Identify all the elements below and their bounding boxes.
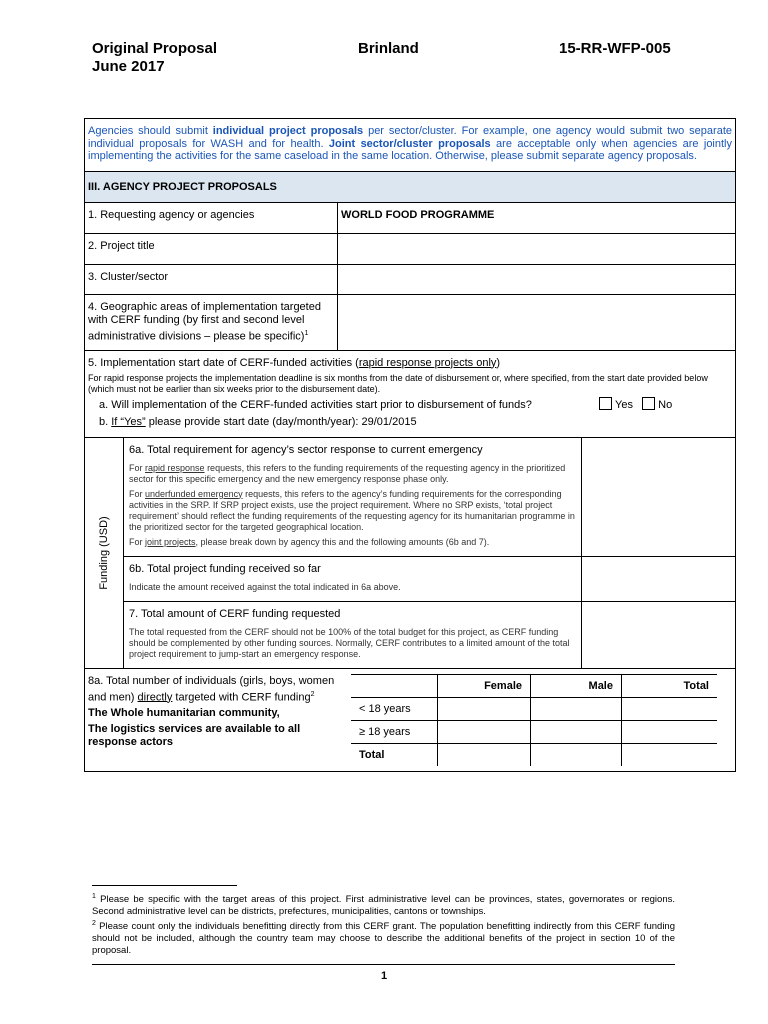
agency-value[interactable]: WORLD FOOD PROGRAMME <box>341 208 495 221</box>
footnote-2: $^2$ Please count only the individuals benefitting directly from this CERF grant. The population benefitting indirectly from this CERF funding should not be included, although the country team may choose to describe the additional benefits of the project in section 10 of the proposal. <box>92 920 675 957</box>
col-female: Female <box>438 674 531 697</box>
project-code: 15-RR-WFP-005 <box>559 40 671 57</box>
country-name: Brinland <box>358 40 419 57</box>
male-under-18[interactable] <box>531 697 622 720</box>
agency-label: 1. Requesting agency or agencies <box>85 203 338 233</box>
row-over-18: ≥ 18 years <box>351 720 438 743</box>
targets-label: 8a. Total number of individuals (girls, boys, women and men) directly targeted with CERF funding$^2$ The Whole humanitarian community, The logistics services are available to all response actors <box>85 669 347 771</box>
male-over-18[interactable] <box>531 720 622 743</box>
intro-text: Agencies should submit individual project proposals per sector/cluster. For example, one agency would submit two separate individual proposals for WASH and for health. Joint sector/cluster proposals are acceptable only when agencies are jointly implementing the activities for the same caseload in the same location. Otherwise, please submit separate agency proposals. <box>85 119 735 172</box>
project-title-field[interactable] <box>338 234 735 264</box>
total-over-18[interactable] <box>622 720 718 743</box>
row-cluster-sector <box>85 265 735 295</box>
table-row <box>351 720 717 743</box>
yes-no-options <box>599 397 672 414</box>
funding-received-desc: 6b. Total project funding received so far Indicate the amount received against the total indicated in 6a above. <box>124 557 582 601</box>
total-requirement-field[interactable] <box>582 438 735 556</box>
question-a: a. Will implementation of the CERF-funded activities start prior to disbursement of funds? Yes No <box>88 397 732 414</box>
row-total: Total <box>351 743 438 766</box>
table-row <box>351 743 717 766</box>
footnote-1: $^1$ Please be specific with the target areas of this project. First administrative level can be provinces, states, governorates or regions. Second administrative level can be districts, prefectures, municipalities, cantons or townships. <box>92 893 675 918</box>
footer-rule <box>92 964 675 965</box>
row-7 <box>124 602 735 668</box>
project-title-label: 2. Project title <box>85 234 338 264</box>
no-checkbox[interactable] <box>642 397 655 410</box>
female-over-18[interactable] <box>438 720 531 743</box>
grand-total[interactable] <box>622 743 718 766</box>
row-requesting-agency <box>85 203 735 234</box>
targets-note-2: The logistics services are available to all response actors <box>88 723 301 749</box>
proposal-form <box>84 118 736 772</box>
col-total: Total <box>622 674 718 697</box>
footnote-separator <box>92 885 237 886</box>
targets-table-wrap <box>347 669 735 771</box>
funding-rows <box>124 438 735 668</box>
geo-field[interactable] <box>338 295 735 350</box>
yes-checkbox[interactable] <box>599 397 612 410</box>
footnotes <box>92 891 675 957</box>
table-header-row <box>351 674 717 697</box>
question-b: b. If “Yes” please provide start date (day/month/year): 29/01/2015 <box>99 415 417 428</box>
funding-received-field[interactable] <box>582 557 735 601</box>
row-start-date <box>85 351 735 438</box>
col-male: Male <box>531 674 622 697</box>
female-total[interactable] <box>438 743 531 766</box>
row-project-title <box>85 234 735 265</box>
no-label: No <box>658 398 673 411</box>
row-8a-targets <box>85 669 735 771</box>
start-date-title: 5. Implementation start date of CERF-funded activities (rapid response projects only) <box>88 356 501 369</box>
male-total[interactable] <box>531 743 622 766</box>
total-requirement-desc: 6a. Total requirement for agency’s sector response to current emergency For rapid response requests, this refers to the funding requirements of the requesting agency in the prioritized sector for this specific emergency and the new emergency response phase only. For underfunded emergency requests, this refers to the agency’s funding requirements for the corresponding activities in the SRP. If SRP project exists, use the project requirement. Where no SRP exists, ‘total project requirement’ should reflect the funding requirements of the requesting agency for its humanitarian programme in the prioritized sector for the targeted geographical location. For joint projects, please break down by agency this and the following amounts (6b and 7). <box>124 438 582 556</box>
targets-table <box>351 674 717 766</box>
targets-note-1: The Whole humanitarian community, <box>88 707 280 720</box>
cerf-requested-field[interactable] <box>582 602 735 668</box>
cerf-requested-desc: 7. Total amount of CERF funding requested The total requested from the CERF should not be 100% of the total budget for this project, as CERF funding should be complemented by other funding sources. Normally, CERF contributes to a limited amount of the total project requirement to jump-start an emergency response. <box>124 602 582 668</box>
total-under-18[interactable] <box>622 697 718 720</box>
funding-label: Funding (USD) <box>85 438 124 668</box>
row-6b <box>124 557 735 602</box>
document-status: Original Proposal <box>92 40 218 57</box>
row-6a <box>124 438 735 557</box>
start-date-note: For rapid response projects the implementation deadline is six months from the date of disbursement or, where specified, from the start date provided below (which must not be earlier than six weeks prior to the disbursement date). <box>88 372 708 394</box>
cluster-label: 3. Cluster/sector <box>85 265 338 294</box>
document-date: June 2017 <box>92 58 165 75</box>
header-left <box>92 40 217 76</box>
cluster-field[interactable] <box>338 265 735 294</box>
table-row <box>351 697 717 720</box>
row-under-18: < 18 years <box>351 697 438 720</box>
section-title: III. AGENCY PROJECT PROPOSALS <box>85 172 735 203</box>
row-geographic-areas <box>85 295 735 351</box>
geo-label: 4. Geographic areas of implementation targeted with CERF funding (by first and second level administrative divisions – please be specific)$^1$ <box>85 295 338 350</box>
page-number: 1 <box>380 970 388 982</box>
female-under-18[interactable] <box>438 697 531 720</box>
yes-label: Yes <box>615 398 633 411</box>
funding-block <box>85 438 735 669</box>
